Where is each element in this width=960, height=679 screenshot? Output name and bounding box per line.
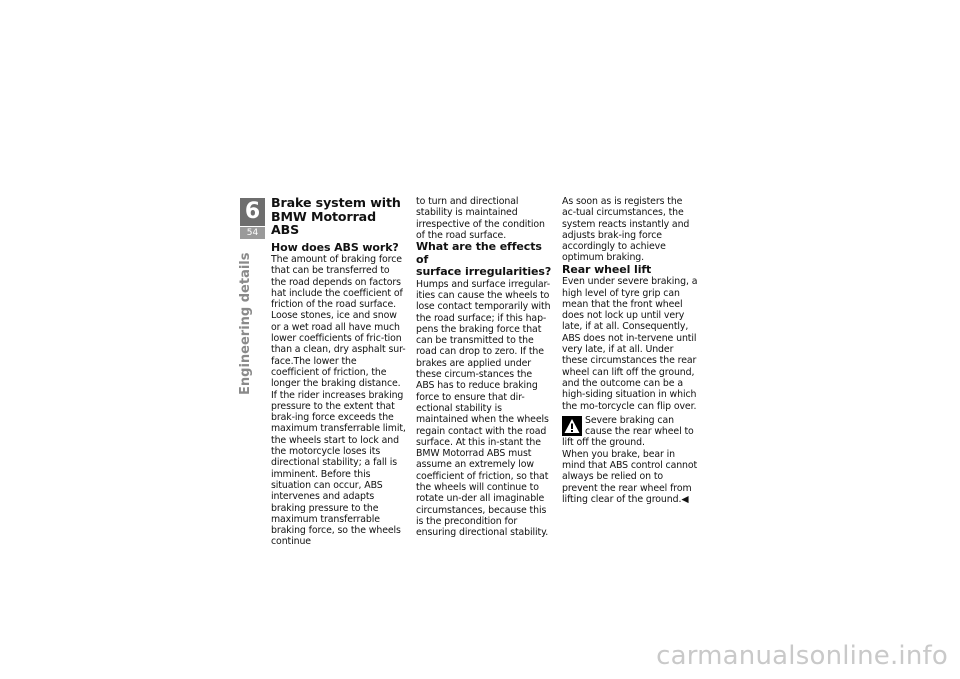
paragraph-friction: The amount of braking force that can be transferred to the road depends on factors hat include the coefficient of friction of the road surface. Loose stones, ice and snow or a wet road all have much lower coefficients of fric-tion than a clean, dry asphalt sur-face.The lower the coefficient of friction, the longer the braking distance. xyxy=(271,254,406,390)
paragraph-braking-pressure: If the rider increases braking pressure to the extent that brak-ing force exceeds the maximum transferrable limit, the wheels start to lock and the motorcycle loses its directional stability; a fall is imminent. Before this situation can occur, ABS intervenes and adapts braking pressure to the maximum transferrable braking force, so the wheels continue xyxy=(271,389,406,548)
paragraph-continued: to turn and directional stability is maintained irrespective of the condition of the road surface. xyxy=(416,196,545,241)
column-2 xyxy=(416,196,552,539)
chapter-number: 6 xyxy=(244,199,261,224)
paragraph-brake-advice xyxy=(562,449,698,505)
warning-text: Severe braking can cause the rear wheel to lift off the ground. xyxy=(562,414,694,449)
page-number: 54 xyxy=(240,226,265,239)
heading-surface-line1: What are the effects of xyxy=(416,240,542,266)
column-1 xyxy=(271,196,407,548)
chapter-tab xyxy=(240,198,265,239)
warning-icon xyxy=(562,416,582,436)
section-title-line1: Brake system with xyxy=(271,195,401,210)
end-mark-icon: ◀ xyxy=(681,493,689,505)
paragraph-system-reacts: As soon as is registers the ac-tual circumstances, the system reacts instantly and adjusts brak-ing force accordingly to achieve optimum braking. xyxy=(562,196,690,264)
paragraph-brake-advice-text: When you brake, bear in mind that ABS control cannot always be relied on to prevent the rear wheel from lifting clear of the ground. xyxy=(562,448,698,505)
chapter-title-vertical: Engineering details xyxy=(238,252,253,395)
heading-how-abs-works: How does ABS work? xyxy=(271,240,399,254)
watermark: carmanualsonline.info xyxy=(656,641,948,671)
column-3 xyxy=(562,196,698,505)
paragraph-surface-irregularities: Humps and surface irregular-ities can cause the wheels to lose contact temporarily with the road surface; if this hap-pens the braking force that can be transmitted to the road can drop to zero. If the brakes are applied under these circum-stances the ABS has to reduce braking force to ensure that dir-ectional stability is maintained when the wheels regain contact with the road surface. At this in-stant the BMW Motorrad ABS must assume an extremely low coefficient of friction, so that the wheels will continue to rotate un-der all imaginable circumstances, because this is the precondition for ensuring directional stability. xyxy=(416,278,551,539)
heading-rear-wheel-lift: Rear wheel lift xyxy=(562,262,652,276)
paragraph-rear-wheel-lift: Even under severe braking, a high level of tyre grip can mean that the front wheel does not lock up until very late, if at all. Consequently, ABS does not in-tervene until very late, if at all. Under these circumstances the rear wheel can lift off the ground, and the outcome can be a high-siding situation in which the mo-torcycle can flip over. xyxy=(562,276,698,412)
warning-note xyxy=(562,415,698,449)
heading-surface-line2: surface irregularities? xyxy=(416,265,552,279)
section-title-line2: BMW Motorrad ABS xyxy=(271,208,376,237)
